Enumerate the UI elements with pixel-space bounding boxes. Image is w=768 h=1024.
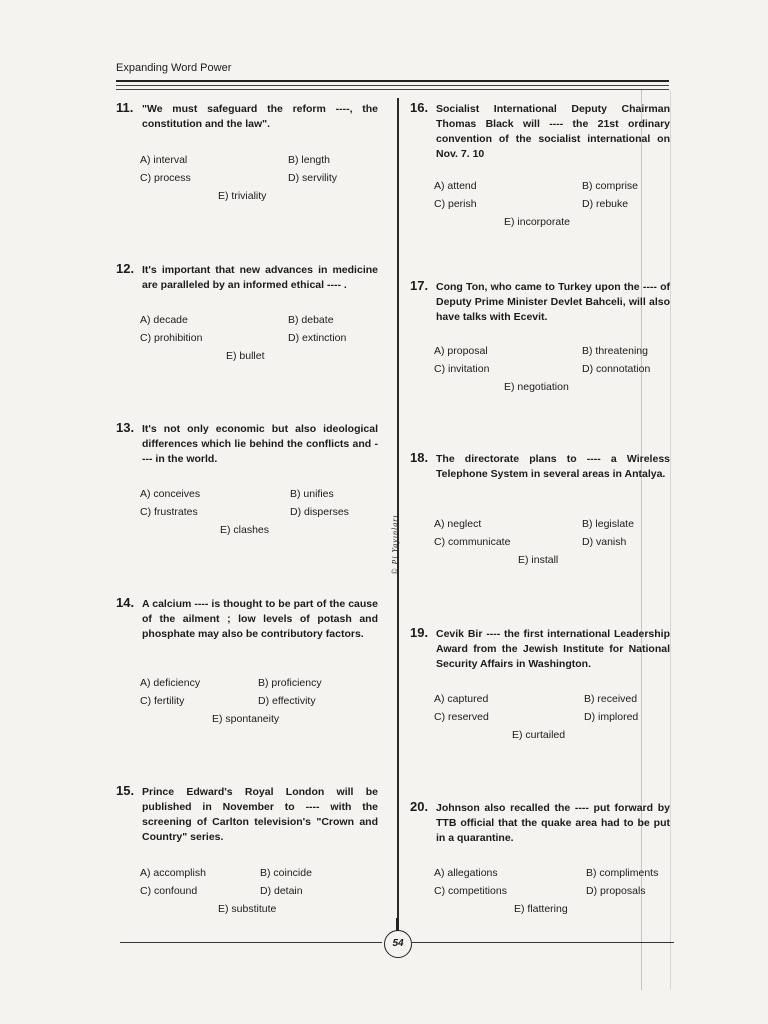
option-d[interactable]: D) effectivity	[258, 695, 316, 707]
option-b[interactable]: B) unifies	[290, 488, 334, 500]
question-number: 18.	[410, 450, 429, 465]
option-e[interactable]: E) clashes	[220, 524, 270, 536]
question-stem: The directorate plans to ---- a Wireless Telephone System in several areas in Antalya.	[436, 453, 670, 480]
question-stem: Cong Ton, who came to Turkey upon the ---- of Deputy Prime Minister Devlet Bahceli, will also have talks with Ecevit.	[436, 281, 670, 323]
option-c[interactable]: C) competitions	[434, 885, 507, 897]
option-e[interactable]: E) incorporate	[504, 216, 570, 228]
option-d[interactable]: D) servility	[288, 172, 337, 184]
option-b[interactable]: B) coincide	[260, 867, 312, 879]
option-b[interactable]: B) debate	[288, 314, 334, 326]
option-a[interactable]: A) proposal	[434, 345, 488, 357]
question-14	[116, 597, 378, 732]
option-a[interactable]: A) attend	[434, 180, 477, 192]
question-20	[410, 801, 672, 921]
option-d[interactable]: D) implored	[584, 711, 639, 723]
question-stem: It's important that new advances in medicine are paralleled by an informed ethical ---- .	[142, 264, 378, 291]
option-c[interactable]: C) process	[140, 172, 191, 184]
question-number: 11.	[116, 100, 134, 115]
option-c[interactable]: C) frustrates	[140, 506, 198, 518]
publisher-credit: © Pi Yayınları	[390, 514, 400, 575]
option-d[interactable]: D) vanish	[582, 536, 627, 548]
option-c[interactable]: C) prohibition	[140, 332, 203, 344]
option-b[interactable]: B) threatening	[582, 345, 648, 357]
option-e[interactable]: E) flattering	[514, 903, 568, 915]
question-number: 13.	[116, 420, 135, 435]
question-stem: Socialist International Deputy Chairman Thomas Black will ---- the 21st ordinary convention of the socialist international on Nov. 7. 10	[436, 103, 670, 160]
question-stem: Cevik Bir ---- the first international Leadership Award from the Jewish Institute for National Security Affairs in Washington.	[436, 628, 670, 670]
header-rule-thin	[116, 85, 669, 86]
question-17	[410, 280, 672, 400]
page-number: 54	[384, 930, 412, 958]
option-b[interactable]: B) proficiency	[258, 677, 322, 689]
question-number: 12.	[116, 261, 135, 276]
option-e[interactable]: E) triviality	[218, 190, 267, 202]
question-stem: A calcium ---- is thought to be part of the cause of the ailment ; low levels of potash and phosphate may also be contributory factors.	[142, 598, 378, 640]
option-e[interactable]: E) spontaneity	[212, 713, 280, 725]
question-number: 15.	[116, 783, 135, 798]
option-c[interactable]: C) communicate	[434, 536, 511, 548]
header-rule	[116, 80, 669, 82]
option-a[interactable]: A) conceives	[140, 488, 201, 500]
option-b[interactable]: B) received	[584, 693, 638, 705]
option-e[interactable]: E) substitute	[218, 903, 277, 915]
option-c[interactable]: C) reserved	[434, 711, 489, 723]
footer-rule-left	[120, 942, 382, 943]
footer-rule-right	[412, 942, 674, 943]
option-c[interactable]: C) invitation	[434, 363, 490, 375]
question-13	[116, 422, 378, 542]
option-a[interactable]: A) interval	[140, 154, 188, 166]
question-19	[410, 627, 672, 747]
option-a[interactable]: A) deficiency	[140, 677, 201, 689]
option-a[interactable]: A) accomplish	[140, 867, 206, 879]
question-number: 16.	[410, 100, 429, 115]
question-number: 17.	[410, 278, 429, 293]
option-d[interactable]: D) detain	[260, 885, 303, 897]
question-stem: Johnson also recalled the ---- put forward by TTB official that the quake area had to be put in a quarantine.	[436, 802, 670, 844]
question-18	[410, 452, 672, 572]
option-a[interactable]: A) captured	[434, 693, 489, 705]
header-rule-thin-2	[116, 89, 669, 90]
option-d[interactable]: D) rebuke	[582, 198, 629, 210]
option-b[interactable]: B) legislate	[582, 518, 634, 530]
option-a[interactable]: A) allegations	[434, 867, 498, 879]
option-b[interactable]: B) compliments	[586, 867, 659, 879]
question-16	[410, 102, 672, 232]
question-stem: It's not only economic but also ideological differences which lie behind the conflicts and ---- in the world.	[142, 423, 378, 465]
option-e[interactable]: E) bullet	[226, 350, 265, 362]
option-e[interactable]: E) install	[518, 554, 559, 566]
option-e[interactable]: E) curtailed	[512, 729, 566, 741]
option-b[interactable]: B) comprise	[582, 180, 639, 192]
option-a[interactable]: A) neglect	[434, 518, 482, 530]
question-15	[116, 785, 378, 915]
question-12	[116, 263, 378, 373]
question-stem: "We must safeguard the reform ----, the constitution and the law".	[142, 103, 378, 130]
page-header: Expanding Word Power	[116, 62, 232, 74]
option-c[interactable]: C) perish	[434, 198, 477, 210]
question-stem: Prince Edward's Royal London will be published in November to ---- with the screening of Carlton television's "Crown and Country" series.	[142, 786, 378, 843]
question-number: 19.	[410, 625, 429, 640]
option-a[interactable]: A) decade	[140, 314, 188, 326]
option-c[interactable]: C) confound	[140, 885, 198, 897]
option-b[interactable]: B) length	[288, 154, 331, 166]
question-11	[116, 102, 378, 222]
question-number: 20.	[410, 799, 429, 814]
option-d[interactable]: D) proposals	[586, 885, 646, 897]
option-d[interactable]: D) disperses	[290, 506, 349, 518]
option-e[interactable]: E) negotiation	[504, 381, 569, 393]
option-d[interactable]: D) extinction	[288, 332, 347, 344]
option-c[interactable]: C) fertility	[140, 695, 185, 707]
question-number: 14.	[116, 595, 135, 610]
option-d[interactable]: D) connotation	[582, 363, 651, 375]
